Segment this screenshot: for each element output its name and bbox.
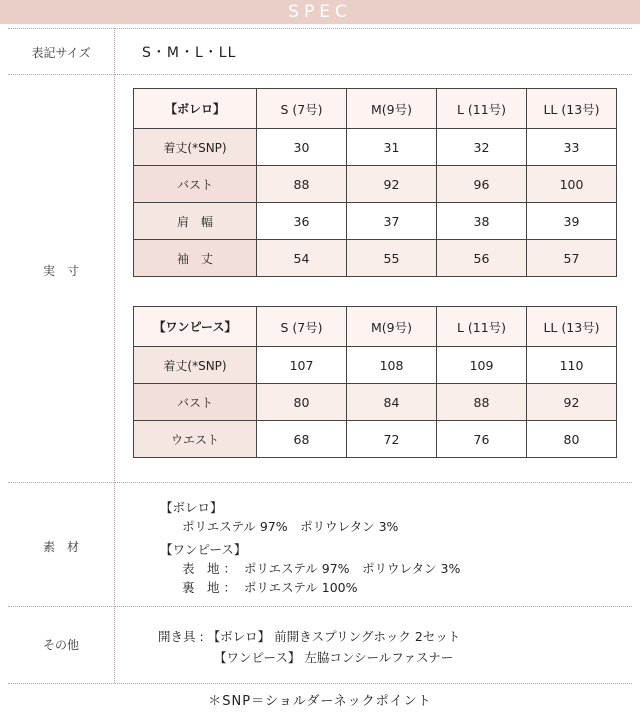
measure-value-cell: 92 [527,384,617,421]
measure-value-cell: 92 [347,166,437,203]
table-header-row [134,307,617,347]
material-onepiece-title: 【ワンピース】 [160,542,247,557]
table-row [134,129,617,166]
measure-value-cell: 37 [347,203,437,240]
snp-footnote: ＊SNP＝ショルダーネックポイント [208,694,432,709]
measure-value-cell: 56 [437,240,527,277]
measure-value-cell: 88 [257,166,347,203]
label-divider [114,28,115,683]
size-header-cell: M(9号) [347,89,437,129]
measure-value-cell: 55 [347,240,437,277]
row-divider-measure [8,482,632,483]
measure-value-cell: 33 [527,129,617,166]
measure-value-cell: 80 [257,384,347,421]
measure-value-cell: 88 [437,384,527,421]
measure-value-cell: 68 [257,421,347,458]
table-row [134,347,617,384]
measure-name-cell: バスト [134,384,257,421]
measure-value-cell: 31 [347,129,437,166]
measure-value-cell: 57 [527,240,617,277]
material-onepiece-lining: 裏 地 ： ポリエステル 100% [182,580,358,595]
measure-value-cell: 36 [257,203,347,240]
measure-value-cell: 84 [347,384,437,421]
measure-name-cell: 着丈(*SNP) [134,129,257,166]
measure-value-cell: 72 [347,421,437,458]
measure-value-cell: 107 [257,347,347,384]
table-title-cell: 【ワンピース】 [134,307,257,347]
measure-value-cell: 109 [437,347,527,384]
measure-value-cell: 96 [437,166,527,203]
measure-name-cell: 着丈(*SNP) [134,347,257,384]
table-header-row [134,89,617,129]
size-header-cell: L (11号) [437,89,527,129]
measure-name-cell: バスト [134,166,257,203]
size-header-cell: M(9号) [347,307,437,347]
measure-name-cell: 袖 丈 [134,240,257,277]
onepiece-size-table [133,306,617,458]
measure-value-cell: 76 [437,421,527,458]
table-title-cell: 【ボレロ】 [134,89,257,129]
measure-value-cell: 110 [527,347,617,384]
measure-name-cell: 肩 幅 [134,203,257,240]
row-divider-other [8,683,632,684]
material-onepiece-outer: 表 地 ： ポリエステル 97% ポリウレタン 3% [182,561,461,576]
measure-value-cell: 54 [257,240,347,277]
material-label: 素 材 [42,540,79,554]
spec-header: SPEC [0,0,640,24]
measure-value-cell: 38 [437,203,527,240]
table-row [134,203,617,240]
row-divider-size [8,74,632,75]
size-header-cell: LL (13号) [527,307,617,347]
measure-value-cell: 108 [347,347,437,384]
other-closure-bolero: 開き具 : 【ボレロ】 前開きスプリングホック 2セット [158,629,461,644]
size-header-cell: S (7号) [257,307,347,347]
measure-value-cell: 100 [527,166,617,203]
other-label: その他 [42,638,79,652]
bolero-size-table [133,88,617,277]
row-divider-material [8,606,632,607]
measure-value-cell: 80 [527,421,617,458]
measure-value-cell: 32 [437,129,527,166]
measure-value-cell: 39 [527,203,617,240]
table-row [134,166,617,203]
other-closure-onepiece: 【ワンピース】 左脇コンシールファスナー [214,650,454,665]
material-bolero-fabric: ポリエステル 97% ポリウレタン 3% [182,519,399,534]
measure-value-cell: 30 [257,129,347,166]
size-header-cell: S (7号) [257,89,347,129]
size-values: S・M・L・LL [142,45,237,61]
size-header-cell: L (11号) [437,307,527,347]
measure-label: 実 寸 [42,264,79,278]
size-label: 表記サイズ [31,46,91,60]
table-row [134,240,617,277]
material-bolero-title: 【ボレロ】 [160,500,223,515]
row-divider-top [8,28,632,29]
measure-name-cell: ウエスト [134,421,257,458]
table-row [134,384,617,421]
size-header-cell: LL (13号) [527,89,617,129]
table-row [134,421,617,458]
